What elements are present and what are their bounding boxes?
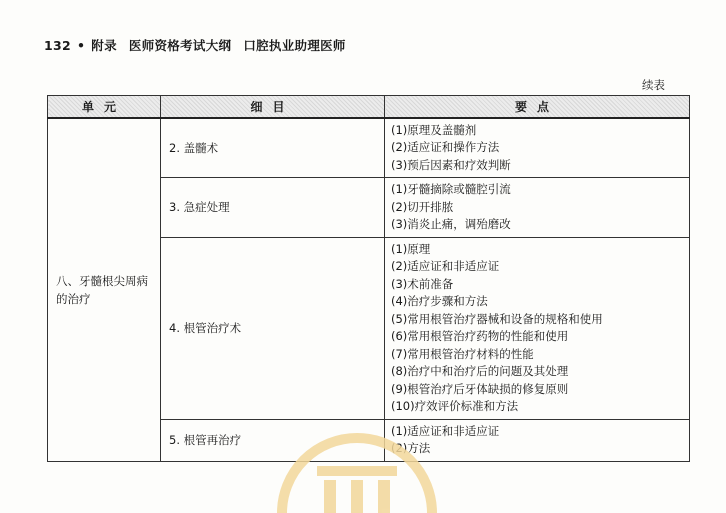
table-header-row	[48, 96, 690, 118]
table-row	[48, 118, 690, 178]
watermark-emblem-icon	[262, 418, 452, 513]
point-item: (10)疗效评价标准和方法	[391, 399, 519, 413]
point-item: (1)原理	[391, 241, 431, 256]
point-item: (6)常用根管治疗药物的性能和使用	[391, 329, 569, 343]
point-item: (7)常用根管治疗材料的性能	[391, 346, 534, 361]
item-cell: 4. 根管治疗术	[161, 237, 385, 419]
point-item: (1)原理及盖髓剂	[391, 122, 477, 137]
item-cell: 3. 急症处理	[161, 178, 385, 238]
point-item: (4)治疗步骤和方法	[391, 294, 488, 308]
point-item: (5)常用根管治疗器械和设备的规格和使用	[391, 311, 603, 326]
point-item: (8)治疗中和治疗后的问题及其处理	[391, 364, 569, 378]
point-item: (1)适应证和非适应证	[391, 423, 500, 438]
header-item: 细目	[161, 96, 385, 118]
point-item: (2)方法	[391, 441, 431, 455]
header-dot: •	[77, 38, 86, 53]
unit-cell: 八、牙髓根尖周病的治疗	[48, 118, 161, 462]
point-item: (9)根管治疗后牙体缺损的修复原则	[391, 381, 569, 396]
continued-label: 续表	[642, 78, 665, 92]
point-item: (1)牙髓摘除或髓腔引流	[391, 182, 511, 196]
header-points: 要点	[385, 96, 690, 118]
point-item: (3)预后因素和疗效判断	[391, 157, 511, 172]
point-item: (2)适应证和操作方法	[391, 140, 500, 154]
header-subject: 口腔执业助理医师	[243, 38, 346, 53]
points-cell	[385, 237, 690, 419]
header-section: 附录	[91, 38, 117, 53]
page-number: 132	[44, 38, 71, 53]
page-header	[44, 36, 346, 54]
point-item: (2)适应证和非适应证	[391, 259, 500, 273]
syllabus-table	[47, 95, 690, 462]
points-cell	[385, 118, 690, 178]
point-item: (3)消炎止痛，调殆磨改	[391, 217, 511, 231]
point-item: (3)术前准备	[391, 276, 454, 291]
item-cell: 2. 盖髓术	[161, 118, 385, 178]
point-item: (2)切开排脓	[391, 199, 454, 214]
header-book-title: 医师资格考试大纲	[128, 38, 232, 53]
item-cell: 5. 根管再治疗	[161, 419, 385, 461]
header-unit: 单元	[48, 96, 161, 118]
points-cell	[385, 178, 690, 238]
